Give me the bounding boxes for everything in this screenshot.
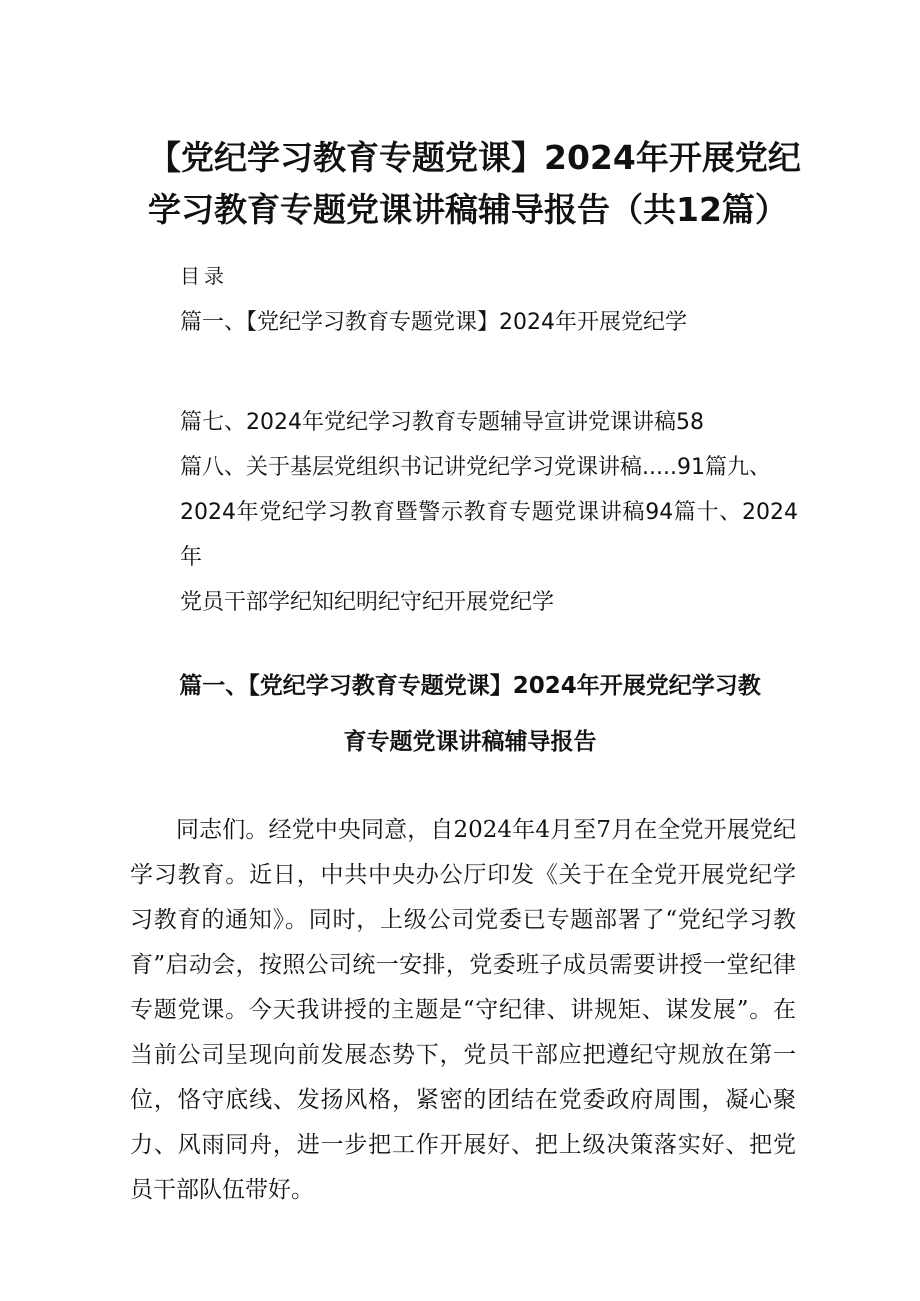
document-title: 【党纪学习教育专题党课】2024年开展党纪学习教育专题党课讲稿辅导报告（共12篇）: [148, 138, 801, 229]
toc-entry-1: 篇一、【党纪学习教育专题党课】2024年开展党纪学: [180, 310, 687, 335]
toc-heading: 目录: [180, 264, 228, 288]
section-title-line-2: 育专题党课讲稿辅导报告: [343, 729, 597, 755]
section-title: [150, 658, 790, 770]
toc-entry-8: 篇八、关于基层党组织书记讲党纪学习党课讲稿.....91篇九、: [180, 455, 771, 480]
toc-entry-group: [180, 400, 798, 625]
toc-entry-10-cont: 党员干部学纪知纪明纪守纪开展党纪学: [180, 590, 555, 615]
toc-entry-7: 篇七、2024年党纪学习教育专题辅导宣讲党课讲稿58: [180, 410, 704, 435]
body-paragraph: 同志们。经党中央同意，自2024年4月至7月在全党开展党纪学习教育。近日，中共中央办公厅印发《关于在全党开展党纪学习教育的通知》。同时，上级公司党委已专题部署了“党纪学习教育”启动会，按照公司统一安排，党委班子成员需要讲授一堂纪律专题党课。今天我讲授的主题是“守纪律、讲规矩、谋发展”。在当前公司呈现向前发展态势下，党员干部应把遵纪守规放在第一位，恪守底线、发扬风格，紧密的团结在党委政府周围，凝心聚力、风雨同舟，进一步把工作开展好、把上级决策落实好、把党员干部队伍带好。: [130, 817, 796, 1203]
section-title-line-1: 篇一、【党纪学习教育专题党课】2024年开展党纪学习教: [179, 673, 761, 699]
toc-entry-9-10: 2024年党纪学习教育暨警示教育专题党课讲稿94篇十、2024年: [180, 500, 798, 570]
